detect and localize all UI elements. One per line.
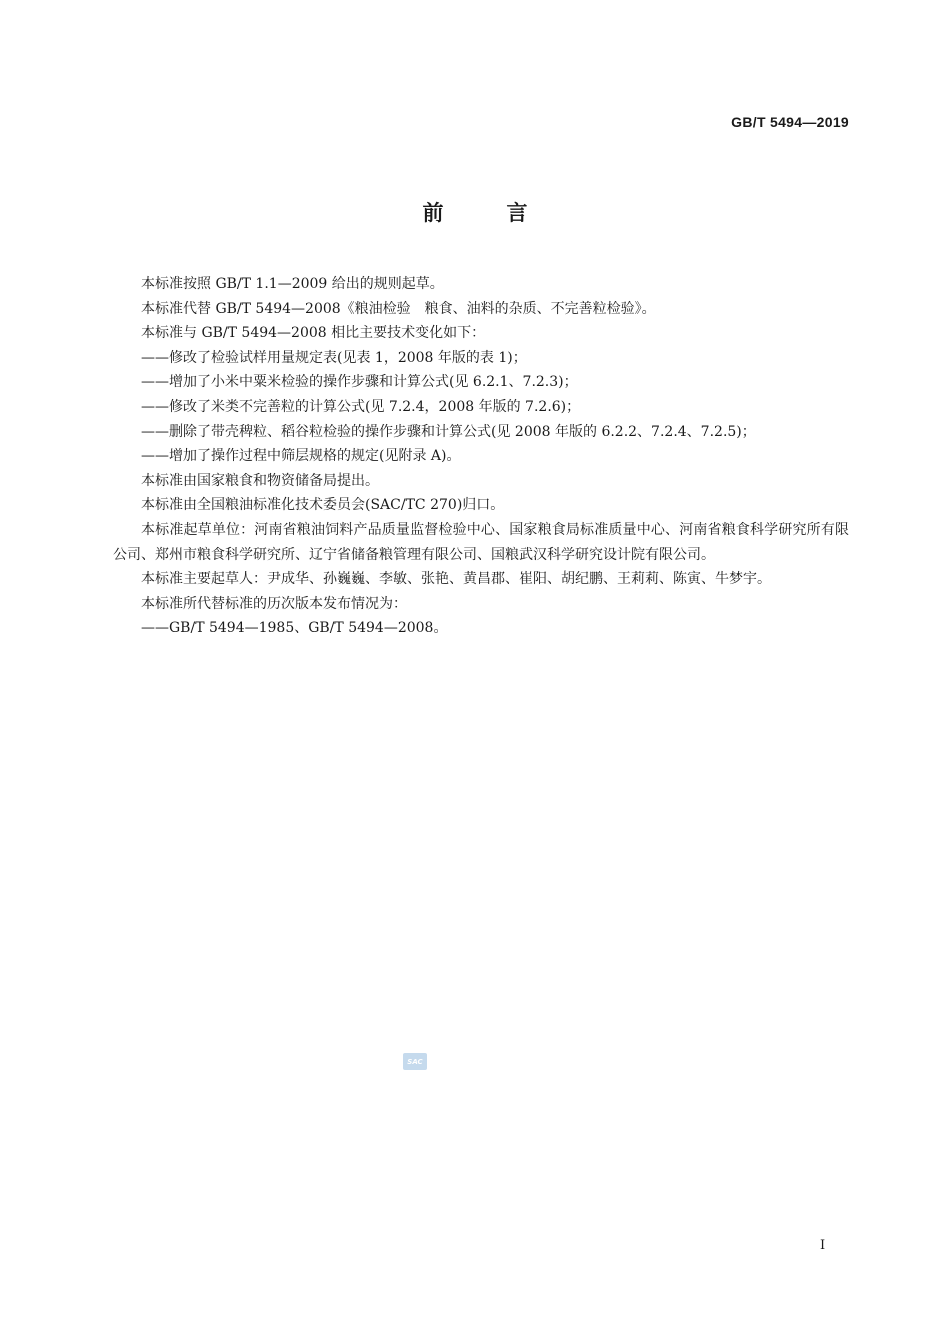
paragraph-drafters: 本标准主要起草人：尹成华、孙巍巍、李敏、张艳、黄昌郡、崔阳、胡纪鹏、王莉莉、陈寅、牛梦宇。 [141,571,771,588]
list-item-change-5: ——增加了操作过程中筛层规格的规定(见附录 A)。 [141,448,461,465]
paragraph-responsible-committee: 本标准由全国粮油标准化技术委员会(SAC/TC 270)归口。 [141,497,505,514]
paragraph-drafting-units: 本标准起草单位：河南省粮油饲料产品质量监督检验中心、国家粮食局标准质量中心、河南省粮食科学研究所有限公司、郑州市粮食科学研究所、辽宁省储备粮管理有限公司、国粮武汉科学研究设计院有限公司。 [113,521,849,563]
list-item-previous-edition: ——GB/T 5494—1985、GB/T 5494—2008。 [141,620,448,637]
document-body [113,272,849,641]
list-item-change-3: ——修改了米类不完善粒的计算公式(见 7.2.4，2008 年版的 7.2.6)； [141,398,581,415]
page-title: 前言 [422,201,591,225]
list-item-change-1: ——修改了检验试样用量规定表(见表 1，2008 年版的表 1)； [141,349,527,366]
standard-number: GB/T 5494—2019 [731,114,849,130]
paragraph-proposed-by: 本标准由国家粮食和物资储备局提出。 [141,472,379,489]
paragraph-previous-editions: 本标准所代替标准的历次版本发布情况为： [141,595,407,612]
list-item-change-2: ——增加了小米中粟米检验的操作步骤和计算公式(见 6.2.1、7.2.3)； [141,374,578,391]
paragraph-changes-intro: 本标准与 GB/T 5494—2008 相比主要技术变化如下： [141,325,486,342]
list-item-change-4: ——删除了带壳稗粒、稻谷粒检验的操作步骤和计算公式(见 2008 年版的 6.2.2、7.2.4、7.2.5)； [141,423,756,440]
paragraph-drafting-rules: 本标准按照 GB/T 1.1—2009 给出的规则起草。 [141,276,444,292]
sac-watermark-logo: SAC [403,1053,427,1070]
page-number: I [820,1238,826,1253]
paragraph-replaces: 本标准代替 GB/T 5494—2008《粮油检验 粮食、油料的杂质、不完善粒检验》。 [141,300,656,317]
